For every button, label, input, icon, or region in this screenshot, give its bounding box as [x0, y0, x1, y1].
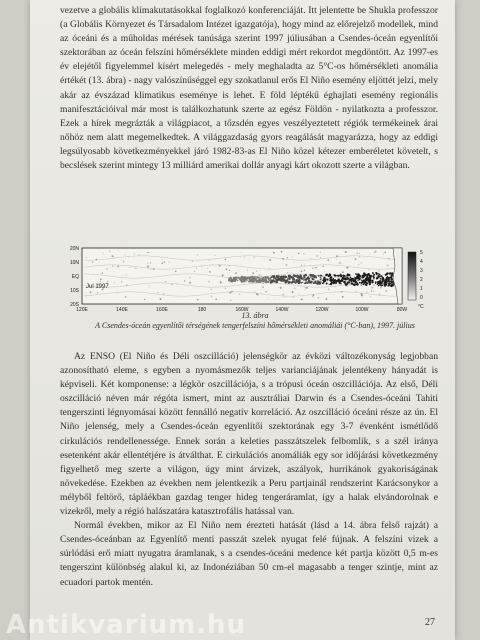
body-paragraph-1: vezetve a globális klímakutatásokkal foglalkozó konferenciáját. Itt jelentette be Shukla professzor (a Globális Környezet és Társadalom Intézet igazgatója), hogy mind az előrejelző modellek, mind az óceáni és a műholdas mérések tanúsága szerint 1997 júliusában a Csendes-óceán egyenlítői szektorában az óceán felszíni hőmérséklete minden eddigi mért rekordot megdöntött. Az 1997-es év elejétől figyelemmel kísért melegedés - mely meghaladta az 5°C-os hőmérsékleti anomália értékét (13. ábra) - nagy valószínűséggel egy szokatlanul erős El Niño esemény eljöttét jelzi, mely akár az évszázad klimatikus eseménye is lehet. E föld léptékű éghajlati esemény regionális manifesztációival már most is találkozhatunk szerte az egész Földön - nyilatkozta a professzor. Ezek a hírek megrázták a világpiacot, a tőzsdén egyes veszélyeztetett régiók termékeinek árai nőhöz nem alatt megemelkedtek. A világgazdaság gyors reagálását magyarázza, hogy az eddigi legsúlyosabb következményekkel járó 1982-83-as El Niño közel kétezer emberéletet követelt, s becslések szerint mintegy 13 milliárd amerikai dollár anyagi kárt okozott szerte a világban. — [60, 5, 438, 172]
book-page — [30, 0, 455, 640]
page-number: 27 — [425, 617, 435, 628]
longitude-tick-label: 160E — [156, 307, 168, 313]
color-scale-label: 4 — [420, 259, 423, 265]
color-scale-bar — [408, 252, 416, 300]
latitude-tick-label: 20S — [70, 302, 79, 308]
longitude-tick-label: 180 — [197, 307, 207, 313]
color-scale-label: 5 — [420, 250, 423, 256]
longitude-tick-label: 140E — [116, 307, 128, 313]
color-scale-label: 2 — [420, 277, 423, 283]
latitude-ticks — [70, 246, 80, 308]
longitude-tick-label: 120E — [76, 307, 88, 313]
body-lower — [60, 350, 438, 590]
longitude-tick-label: 160W — [235, 307, 249, 313]
color-scale-labels — [420, 250, 423, 301]
map-date-label: Jul 1997 — [86, 284, 109, 290]
figure-number: 13. ábra — [241, 311, 269, 320]
longitude-tick-label: 80W — [396, 307, 408, 313]
color-scale-unit: °C — [418, 304, 424, 310]
longitude-tick-label: 120W — [315, 307, 329, 313]
latitude-tick-label: 10N — [69, 260, 79, 266]
figure-caption — [70, 311, 440, 331]
color-scale-label: 3 — [420, 268, 423, 274]
longitude-tick-label: 140W — [275, 307, 289, 313]
longitude-tick-label: 100W — [355, 307, 369, 313]
body-paragraph-2: Az ENSO (El Niño és Déli oszcilláció) jelenségkör az évközi változékonyság legjobban azonosítható eleme, s egyben a nyomásmezők teljes varianciájának jelentékeny hányadát is képviseli. Két komponense: a légkör oszcillációja, s a trópusi óceán oszcillációja. Az első, Déli oszcilláció néven már régóta ismert, mint az ausztráliai Darwin és a Csendes-óceáni Tahiti tengerszinti légnyomásai között fennálló negatív korreláció. Az oszcilláció óceáni része az ún. El Niño jelenség, mely a Csendes-óceán egyenlítői szektorának egy 3-7 évenként ismétlődő cirkulációs rendellenessége. Ennek során a keleties passzátszelek felbomlik, s a szél iránya esetenként akár ellentétjére is átválthat. E cirkulációs anomáliák egy sor időjárási következmény figyelhető meg szerte a világon, úgy mint árvizek, aszályok, hurrikánok gyakoriságának növekedése. Ezekben az években nem jelentkezik a Peru partjainál rendszerint Karácsonykor a mélyből feltörő, tápláékban gazdag tenger hideg tengeráramlat, így a halak elvándorolnak e vizekről, mely a régió halászatára katasztrofális hatással van. — [60, 351, 438, 518]
latitude-tick-label: 20N — [69, 246, 79, 252]
latitude-tick-label: EQ — [71, 274, 79, 280]
color-scale-label: 0 — [420, 295, 423, 301]
body-paragraph-3: Normál években, mikor az El Niño nem érezteti hatását (lásd a 14. ábra felső rajzát) a Csendes-óceánban az Egyenlítő menti passzát szelek nyugat felé fújnak. A felszíni vizek a súrlódási erő miatt nyugatra áramlanak, s a csendes-óceáni medence két partja között 0,5 m-es tengerszint különbség alakul ki, az Indonéziában 50 cm-el magasabb a tenger szintje, mint az ecuadori partok mentén. — [60, 520, 438, 588]
watermark-logo: Antikvarium.hu — [6, 610, 246, 640]
latitude-tick-label: 10S — [70, 288, 79, 294]
color-scale-label: 1 — [420, 286, 423, 292]
figure-description: A Csendes-óceán egyenlítői térségének tengerfelszíni hőmérsékleti anomáliái (°C-ban), 1997. július — [95, 321, 415, 330]
